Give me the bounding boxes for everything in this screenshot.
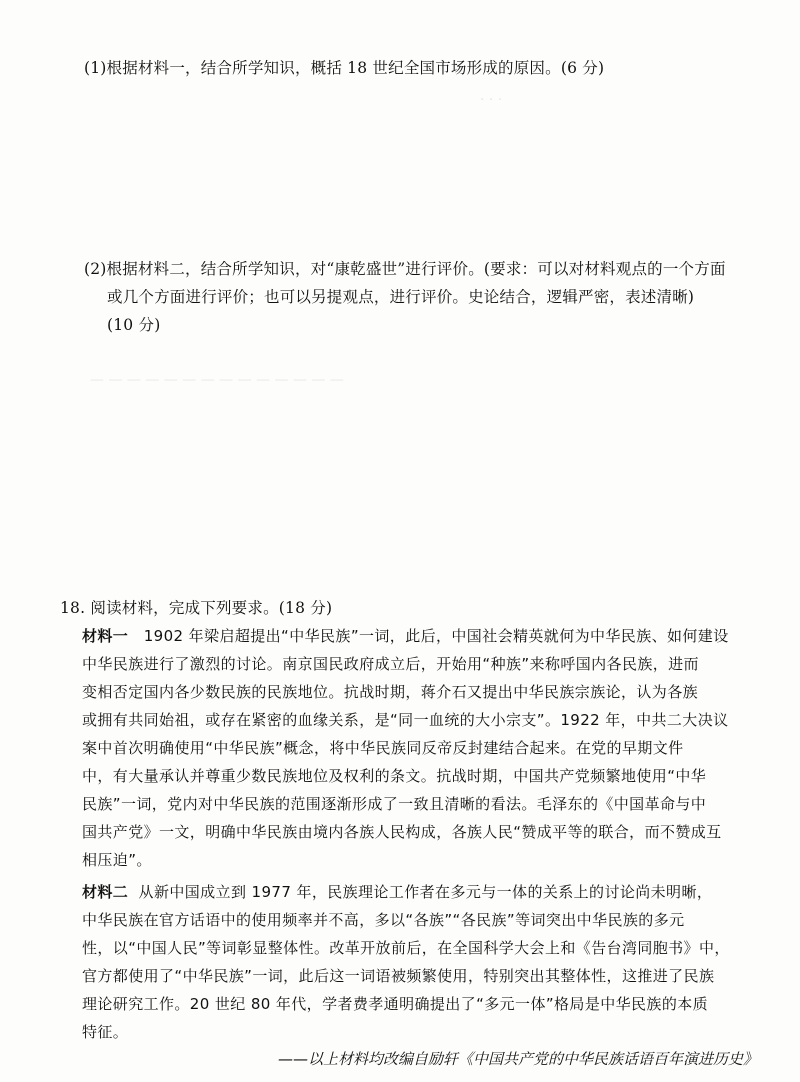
- material1-line: 民族”一词，党内对中华民族的范围逐渐形成了一致且清晰的看法。毛泽东的《中国革命与中: [82, 795, 707, 813]
- material1-text: 1902 年梁启超提出“中华民族”一词，此后，中国社会精英就何为中华民族、如何建设: [143, 627, 729, 645]
- material1-label: 材料一: [82, 627, 129, 645]
- material2-line: 理论研究工作。20 世纪 80 年代，学者费孝通明确提出了“多元一体”格局是中华民族的本质: [82, 995, 709, 1013]
- material-source: ——以上材料均改编自励轩《中国共产党的中华民族话语百年演进历史》: [277, 1050, 758, 1068]
- material1-line: 中，有大量承认并尊重少数民族地位及权利的条文。抗战时期，中国共产党频繁地使用“中华: [82, 767, 707, 785]
- material2-line: 性，以“中国人民”等词彰显整体性。改革开放前后，在全国科学大会上和《告台湾同胞书》中，: [82, 939, 730, 957]
- material1-line: 国共产党》一文，明确中华民族由境内各族人民构成，各族人民“赞成平等的联合，而不赞成互: [82, 823, 722, 841]
- material2-line: 官方都使用了“中华民族”一词，此后这一词语被频繁使用，特别突出其整体性，这推进了民族: [82, 967, 715, 985]
- material1-line: 中华民族进行了激烈的讨论。南京国民政府成立后，开始用“种族”来称呼国内各民族，进而: [82, 655, 699, 673]
- q17-sub2-line2: 或几个方面进行评价；也可以另提观点，进行评价。史论结合，逻辑严密，表述清晰): [107, 288, 695, 306]
- q17-sub2-line3: (10 分): [107, 316, 161, 334]
- q18-heading: 18. 阅读材料，完成下列要求。(18 分): [60, 599, 333, 617]
- q17-sub2-line1: (2)根据材料二，结合所学知识，对“康乾盛世”进行评价。(要求：可以对材料观点的一个方面: [84, 260, 726, 278]
- material1-line: 或拥有共同始祖，或存在紧密的血缘关系，是“同一血统的大小宗支”。1922 年，中共二大决议: [82, 711, 729, 729]
- material2-line: 特征。: [82, 1023, 129, 1041]
- material1-line: [82, 625, 729, 647]
- material2-label: 材料二: [82, 883, 129, 901]
- q17-sub1: (1)根据材料一，结合所学知识，概括 18 世纪全国市场形成的原因。(6 分): [84, 59, 605, 77]
- material2-text: 从新中国成立到 1977 年，民族理论工作者在多元与一体的关系上的讨论尚未明晰，: [138, 883, 713, 901]
- material1-line: 案中首次明确使用“中华民族”概念，将中华民族同反帝反封建结合起来。在党的早期文件: [82, 739, 684, 757]
- material2-line: 中华民族在官方话语中的使用频率并不高，多以“各族”“各民族”等词突出中华民族的多元: [82, 911, 685, 929]
- material1-line: 相压迫”。: [82, 851, 152, 869]
- material2-line: [82, 881, 712, 903]
- bleed-through-mark: — — — — — — — — — — — — — —: [90, 372, 344, 388]
- material1-line: 变相否定国内各少数民族的民族地位。抗战时期，蒋介石又提出中华民族宗族论，认为各族: [82, 683, 699, 701]
- bleed-through-mark: · · ·: [480, 92, 503, 108]
